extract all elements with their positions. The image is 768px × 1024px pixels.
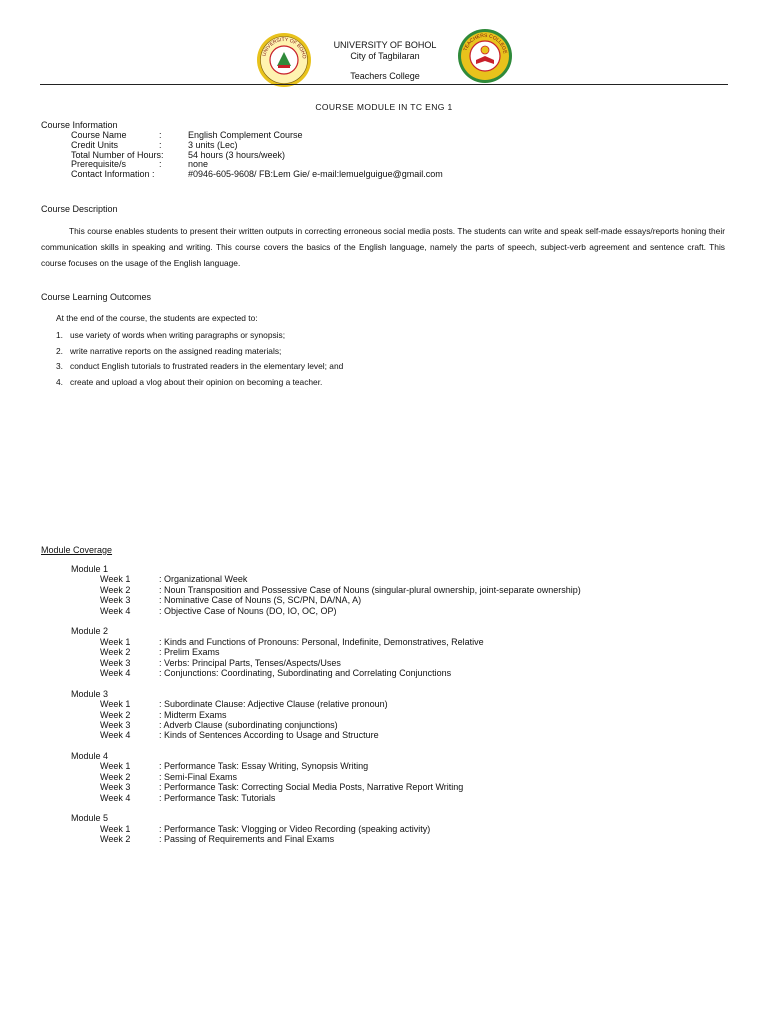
week-topic: : Subordinate Clause: Adjective Clause (relative pronoun) <box>159 699 388 710</box>
week-topic: : Performance Task: Tutorials <box>159 792 276 803</box>
week-row <box>71 730 379 741</box>
week-row <box>71 834 335 845</box>
week-label: Week 3 <box>100 719 131 730</box>
week-row <box>71 719 338 730</box>
week-label: Week 1 <box>100 636 131 647</box>
week-label: Week 1 <box>100 699 131 710</box>
week-label: Week 4 <box>100 605 131 616</box>
week-topic: : Prelim Exams <box>159 647 220 658</box>
week-label: Week 3 <box>100 657 131 668</box>
outcome-text: conduct English tutorials to frustrated readers in the elementary level; and <box>70 361 344 372</box>
week-label: Week 4 <box>100 792 131 803</box>
week-label: Week 2 <box>100 709 131 720</box>
module-title: Module 1 <box>71 564 109 574</box>
week-topic: : Midterm Exams <box>159 709 227 720</box>
info-key: Course Name <box>71 130 127 140</box>
course-info-heading: Course Information <box>41 120 118 130</box>
week-topic: : Performance Task: Vlogging or Video Recording (speaking activity) <box>159 823 431 834</box>
info-value: #0946-605-9608/ FB:Lem Gie/ e-mail:lemuelguigue@gmail.com <box>188 169 443 180</box>
outcome-text: write narrative reports on the assigned reading materials; <box>70 345 282 356</box>
week-row <box>71 782 464 793</box>
outcome-number: 1. <box>56 330 63 340</box>
learning-outcomes-heading: Course Learning Outcomes <box>41 292 152 302</box>
learning-outcomes-list <box>56 328 343 391</box>
outcome-item <box>56 359 343 375</box>
week-row <box>71 792 276 803</box>
seal-left-text: UNIVERSITY OF BOHO <box>261 36 308 60</box>
header-divider <box>40 84 728 85</box>
outcome-number: 4. <box>56 377 63 388</box>
week-row <box>71 605 337 616</box>
info-colon: : <box>159 130 162 140</box>
week-label: Week 4 <box>100 730 131 741</box>
week-label: Week 1 <box>100 574 131 585</box>
module-block <box>71 813 431 845</box>
outcome-text: use variety of words when writing paragraphs or synopsis; <box>70 330 286 340</box>
university-name: UNIVERSITY OF BOHOL <box>333 40 437 50</box>
week-label: Week 1 <box>100 823 131 834</box>
week-topic: : Objective Case of Nouns (DO, IO, OC, OP) <box>159 605 337 616</box>
week-row <box>71 595 362 606</box>
week-label: Week 2 <box>100 584 131 595</box>
module-title: Module 2 <box>71 626 109 637</box>
week-topic: : Conjunctions: Coordinating, Subordinating and Correlating Conjunctions <box>159 667 452 678</box>
course-description-text: This course enables students to present their written outputs in correcting erroneous social media posts. The students can write and speak self-made essays/reports honing their communication skills in speaking and writing. This course covers the basics of the English language, namely the parts of speech, subject-verb agreement and sentence craft. This course focuses on the usage of the English language. <box>41 226 725 268</box>
module-title: Module 4 <box>71 751 109 762</box>
module-title: Module 3 <box>71 688 109 699</box>
outcome-number: 2. <box>56 345 63 356</box>
week-topic: : Noun Transposition and Possessive Case of Nouns (singular-plural ownership, joint-separate ownership) <box>159 584 581 595</box>
module-coverage-list <box>71 564 581 855</box>
outcome-text: create and upload a vlog about their opinion on becoming a teacher. <box>70 377 323 388</box>
info-key: Total Number of Hours: <box>71 149 164 160</box>
info-value: 3 units (Lec) <box>188 139 238 150</box>
week-topic: : Performance Task: Essay Writing, Synopsis Writing <box>159 761 369 772</box>
week-label: Week 4 <box>100 667 131 678</box>
week-row <box>71 584 581 595</box>
week-topic: : Kinds and Functions of Pronouns: Personal, Indefinite, Demonstratives, Relative <box>159 636 484 647</box>
outcome-item <box>56 375 343 391</box>
week-row <box>71 667 452 678</box>
week-label: Week 2 <box>100 647 131 658</box>
info-colon: : <box>159 159 162 170</box>
learning-outcomes-intro: At the end of the course, the students are expected to: <box>56 313 258 323</box>
week-topic: : Nominative Case of Nouns (S, SC/PN, DA/NA, A) <box>159 595 362 606</box>
seal-right-text: TEACHERS COLLEGE <box>462 32 508 55</box>
week-row <box>71 699 388 710</box>
module-block <box>71 564 581 616</box>
module-title: Module 5 <box>71 813 109 824</box>
week-topic: : Semi-Final Exams <box>159 771 238 782</box>
week-topic: : Verbs: Principal Parts, Tenses/Aspects/Uses <box>159 657 341 668</box>
outcome-number: 3. <box>56 361 63 372</box>
week-row <box>71 761 369 772</box>
module-block <box>71 688 388 741</box>
info-value: 54 hours (3 hours/week) <box>188 149 286 160</box>
week-topic: : Performance Task: Correcting Social Media Posts, Narrative Report Writing <box>159 782 464 793</box>
week-row <box>71 574 248 585</box>
week-topic: : Kinds of Sentences According to Usage and Structure <box>159 730 379 741</box>
week-label: Week 2 <box>100 834 131 845</box>
week-label: Week 2 <box>100 771 131 782</box>
course-description-heading: Course Description <box>41 204 118 214</box>
week-label: Week 1 <box>100 761 131 772</box>
info-colon: : <box>159 139 162 150</box>
document-title: COURSE MODULE IN TC ENG 1 <box>315 102 453 112</box>
week-row <box>71 709 227 720</box>
module-coverage-heading: Module Coverage <box>41 545 113 555</box>
institution-header <box>300 40 470 82</box>
week-row <box>71 636 484 647</box>
week-row <box>71 647 220 658</box>
week-topic: : Passing of Requirements and Final Exams <box>159 834 335 845</box>
week-topic: : Adverb Clause (subordinating conjunctions) <box>159 719 338 730</box>
info-key: Prerequisite/s <box>71 159 127 170</box>
week-topic: : Organizational Week <box>159 574 248 585</box>
week-row <box>71 771 238 782</box>
week-label: Week 3 <box>100 782 131 793</box>
outcome-item <box>56 344 343 360</box>
week-row <box>71 823 431 834</box>
info-value: English Complement Course <box>188 130 303 140</box>
college-name: Teachers College <box>350 71 420 81</box>
module-block <box>71 626 484 678</box>
week-label: Week 3 <box>100 595 131 606</box>
info-value: none <box>188 159 209 170</box>
outcome-item <box>56 328 343 344</box>
teachers-college-seal-logo <box>457 28 513 84</box>
city-name: City of Tagbilaran <box>350 51 420 61</box>
module-block <box>71 751 464 803</box>
info-key: Contact Information : <box>71 169 155 180</box>
info-key: Credit Units <box>71 139 119 150</box>
week-row <box>71 657 341 668</box>
